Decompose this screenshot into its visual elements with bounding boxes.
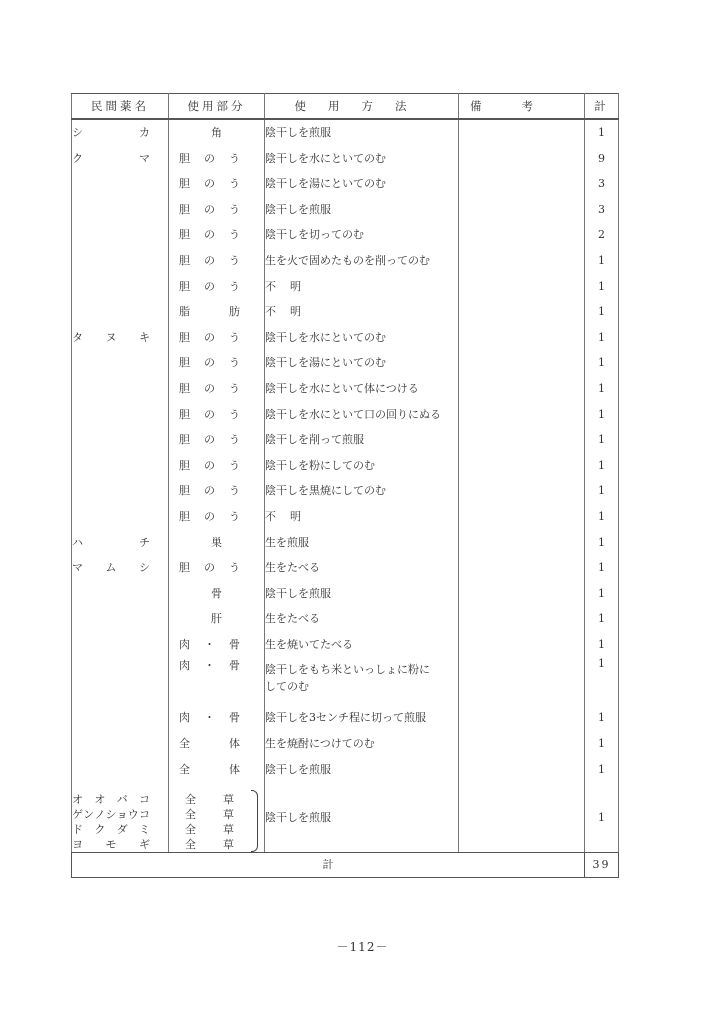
method-cell — [265, 427, 459, 453]
table-row — [72, 555, 619, 581]
count-value: 3 — [598, 177, 605, 191]
method-text: 生を焼いてたべる — [265, 637, 353, 651]
count-value: 1 — [598, 305, 605, 319]
remarks-cell — [459, 657, 585, 705]
part-used-cell — [169, 350, 265, 376]
method-cell — [265, 325, 459, 351]
table-row — [72, 705, 619, 731]
method-text: 陰干しを煎服 — [265, 811, 331, 825]
remarks-cell — [459, 402, 585, 428]
total-value: 39 — [585, 853, 619, 878]
count-value: 3 — [598, 202, 605, 216]
count-cell — [585, 325, 619, 351]
count-value: 1 — [598, 586, 605, 600]
table-row — [72, 657, 619, 705]
part-used-cell — [169, 427, 265, 453]
brace — [251, 790, 258, 852]
medicine-name-cell — [72, 757, 169, 783]
part-used-cell — [169, 299, 265, 325]
remarks-cell — [459, 299, 585, 325]
part-used: 胆 の う — [179, 228, 240, 242]
method-text: 不 明 — [265, 509, 301, 523]
part-used: 全 体 — [179, 737, 240, 751]
method-cell — [265, 299, 459, 325]
method-text: 陰干しを湯にといてのむ — [265, 177, 386, 191]
medicine-name-cell — [72, 632, 169, 658]
method-cell — [265, 350, 459, 376]
part-used: 胆 の う — [179, 458, 240, 472]
header-count: 計 — [585, 94, 619, 120]
method-text: 生を火で固めたものを削ってのむ — [265, 253, 430, 267]
part-used: 胆 の う — [179, 330, 240, 344]
count-value: 9 — [598, 151, 605, 165]
part-used: 肝 — [211, 612, 222, 626]
method-text: 陰干しをもち米といっしょに粉に — [265, 663, 430, 677]
part-used: 胆 の う — [179, 484, 240, 498]
method-cell — [265, 731, 459, 757]
count-cell — [585, 299, 619, 325]
part-used: 全 草 — [185, 838, 234, 852]
part-used-cell — [169, 632, 265, 658]
count-cell — [585, 504, 619, 530]
method-text: 不 明 — [265, 279, 301, 293]
part-used: 胆 の う — [179, 509, 240, 523]
table-row — [72, 757, 619, 783]
count-value: 1 — [598, 657, 605, 671]
method-cell — [265, 581, 459, 607]
count-cell — [585, 197, 619, 223]
table-row — [72, 197, 619, 223]
remarks-cell — [459, 555, 585, 581]
medicine-name-cell — [72, 222, 169, 248]
part-used-cell — [169, 376, 265, 402]
part-used: 胆 の う — [179, 381, 240, 395]
table-row — [72, 248, 619, 274]
part-used: 胆 の う — [179, 151, 240, 165]
table-row — [72, 530, 619, 556]
count-value: 1 — [598, 433, 605, 447]
part-used: 全 草 — [185, 808, 234, 822]
method-text: 陰干しを粉にしてのむ — [265, 458, 375, 472]
count-cell — [585, 731, 619, 757]
remarks-cell — [459, 119, 585, 146]
table-row — [72, 606, 619, 632]
medicine-name-cell — [72, 530, 169, 556]
count-value: 1 — [598, 509, 605, 523]
count-cell — [585, 632, 619, 658]
count-cell — [585, 657, 619, 705]
part-used: 胆 の う — [179, 356, 240, 370]
remarks-cell — [459, 757, 585, 783]
method-cell — [265, 657, 459, 705]
method-cell — [265, 197, 459, 223]
method-cell — [265, 453, 459, 479]
method-text: 陰干しを切ってのむ — [265, 228, 364, 242]
medicine-name-cell — [72, 782, 169, 853]
method-text: 生をたべる — [265, 612, 320, 626]
medicine-name-cell — [72, 504, 169, 530]
count-value: 1 — [598, 737, 605, 751]
part-used-cell — [169, 581, 265, 607]
count-value: 1 — [598, 612, 605, 626]
part-used-cell — [169, 657, 265, 705]
count-cell — [585, 453, 619, 479]
part-used: 胆 の う — [179, 407, 240, 421]
count-cell — [585, 705, 619, 731]
part-used: 巣 — [211, 535, 222, 549]
part-used: 肉 ・ 骨 — [179, 711, 240, 725]
part-used: 肉 ・ 骨 — [179, 659, 240, 673]
header-remarks: 備考 — [459, 94, 585, 120]
part-used: 全 体 — [179, 762, 240, 776]
medicine-name-cell — [72, 402, 169, 428]
table-row — [72, 299, 619, 325]
method-text: 生をたべる — [265, 561, 320, 575]
medicine-name-cell — [72, 299, 169, 325]
method-text: 陰干しを煎服 — [265, 202, 331, 216]
part-used-cell — [169, 402, 265, 428]
part-used: 骨 — [211, 586, 222, 600]
count-cell — [585, 222, 619, 248]
part-used-cell — [169, 757, 265, 783]
table-row — [72, 171, 619, 197]
method-text: 陰干しを水にといて体につける — [265, 381, 419, 395]
count-cell — [585, 606, 619, 632]
part-used-cell — [169, 606, 265, 632]
count-cell — [585, 146, 619, 172]
part-used: 胆 の う — [179, 561, 240, 575]
part-used-cell — [169, 274, 265, 300]
total-label: 計 — [72, 853, 585, 878]
table-row — [72, 350, 619, 376]
method-text: してのむ — [265, 680, 309, 694]
method-text: 陰干しを水にといてのむ — [265, 330, 386, 344]
part-used-cell — [169, 478, 265, 504]
table-row-herb-group — [72, 782, 619, 853]
remarks-cell — [459, 171, 585, 197]
count-value: 1 — [598, 356, 605, 370]
medicine-name-cell — [72, 376, 169, 402]
count-cell — [585, 555, 619, 581]
medicine-name-cell — [72, 274, 169, 300]
folk-medicine-table — [71, 93, 619, 878]
part-used-cell — [169, 248, 265, 274]
part-used-cell — [169, 504, 265, 530]
medicine-name: オ オ バ コ — [72, 793, 150, 807]
method-text: 陰干しを湯にといてのむ — [265, 356, 386, 370]
method-cell — [265, 555, 459, 581]
method-cell — [265, 146, 459, 172]
medicine-name-cell — [72, 555, 169, 581]
remarks-cell — [459, 427, 585, 453]
part-used-cell — [169, 146, 265, 172]
part-used-cell — [169, 453, 265, 479]
table-row — [72, 146, 619, 172]
method-cell — [265, 705, 459, 731]
part-used: 全 草 — [185, 793, 234, 807]
count-cell — [585, 274, 619, 300]
remarks-cell — [459, 705, 585, 731]
count-cell — [585, 248, 619, 274]
medicine-name-cell — [72, 350, 169, 376]
table-row — [72, 581, 619, 607]
method-cell — [265, 504, 459, 530]
method-cell — [265, 632, 459, 658]
method-cell — [265, 248, 459, 274]
part-used: 肉 ・ 骨 — [179, 637, 240, 651]
medicine-name-cell — [72, 581, 169, 607]
medicine-name-cell — [72, 171, 169, 197]
part-used-cell — [169, 731, 265, 757]
part-used-cell — [169, 119, 265, 146]
medicine-name: マ ム シ — [72, 561, 150, 575]
count-cell — [585, 350, 619, 376]
remarks-cell — [459, 197, 585, 223]
count-value: 1 — [598, 407, 605, 421]
count-cell — [585, 530, 619, 556]
part-used: 脂 肪 — [179, 305, 240, 319]
method-cell — [265, 376, 459, 402]
medicine-name: ハ チ — [72, 535, 150, 549]
medicine-name: タ ヌ キ — [72, 330, 150, 344]
medicine-name: ド ク ダ ミ — [72, 823, 150, 837]
part-used: 角 — [211, 126, 222, 139]
method-text: 陰干しを水にといてのむ — [265, 151, 386, 165]
medicine-name-cell — [72, 427, 169, 453]
method-text: 生を焼酎につけてのむ — [265, 737, 375, 751]
table-row — [72, 325, 619, 351]
method-cell — [265, 606, 459, 632]
table-row — [72, 632, 619, 658]
medicine-name-cell — [72, 325, 169, 351]
medicine-name-cell — [72, 197, 169, 223]
remarks-cell — [459, 222, 585, 248]
method-cell — [265, 171, 459, 197]
remarks-cell — [459, 274, 585, 300]
count-value: 1 — [598, 330, 605, 344]
remarks-cell — [459, 632, 585, 658]
method-cell — [265, 402, 459, 428]
count-value: 1 — [598, 126, 605, 139]
remarks-cell — [459, 504, 585, 530]
table-row — [72, 478, 619, 504]
remarks-cell — [459, 146, 585, 172]
count-value: 1 — [598, 484, 605, 498]
count-value: 2 — [598, 228, 605, 242]
header-row — [72, 94, 619, 120]
medicine-name: ゲ ン ノ シ ョ ウ コ — [72, 808, 150, 822]
count-value: 1 — [598, 253, 605, 267]
count-cell — [585, 782, 619, 853]
count-cell — [585, 119, 619, 146]
part-used-cell — [169, 705, 265, 731]
count-value: 1 — [598, 381, 605, 395]
count-cell — [585, 376, 619, 402]
table-row — [72, 222, 619, 248]
remarks-cell — [459, 478, 585, 504]
table-row — [72, 402, 619, 428]
medicine-name-cell — [72, 657, 169, 705]
part-used-cell — [169, 222, 265, 248]
part-used-cell — [169, 555, 265, 581]
remarks-cell — [459, 350, 585, 376]
medicine-name-cell — [72, 453, 169, 479]
method-cell — [265, 478, 459, 504]
medicine-name: ヨ モ ギ — [72, 838, 150, 852]
part-used-cell — [169, 325, 265, 351]
medicine-name-cell — [72, 606, 169, 632]
part-used-cell — [169, 197, 265, 223]
method-text: 不 明 — [265, 305, 301, 319]
part-used-cell — [169, 171, 265, 197]
method-cell — [265, 222, 459, 248]
table-row — [72, 119, 619, 146]
medicine-name-cell — [72, 119, 169, 146]
part-used: 胆 の う — [179, 177, 240, 191]
count-value: 1 — [598, 810, 605, 824]
count-cell — [585, 478, 619, 504]
medicine-name-cell — [72, 478, 169, 504]
remarks-cell — [459, 606, 585, 632]
table-row — [72, 376, 619, 402]
method-cell — [265, 119, 459, 146]
method-cell — [265, 782, 459, 853]
header-name: 民間薬名 — [72, 94, 169, 120]
remarks-cell — [459, 530, 585, 556]
remarks-cell — [459, 731, 585, 757]
method-cell — [265, 274, 459, 300]
count-value: 1 — [598, 535, 605, 549]
remarks-cell — [459, 248, 585, 274]
method-text: 生を煎服 — [265, 535, 309, 549]
count-value: 1 — [598, 561, 605, 575]
remarks-cell — [459, 782, 585, 853]
remarks-cell — [459, 376, 585, 402]
table-body — [72, 119, 619, 878]
method-cell — [265, 757, 459, 783]
table-row — [72, 731, 619, 757]
table-row — [72, 427, 619, 453]
part-used: 胆 の う — [179, 433, 240, 447]
medicine-name-cell — [72, 705, 169, 731]
method-text: 陰干しを煎服 — [265, 586, 331, 600]
medicine-name-cell — [72, 248, 169, 274]
medicine-name: シ カ — [72, 126, 150, 139]
header-part: 使用部分 — [169, 94, 265, 120]
table-row — [72, 504, 619, 530]
part-used-cell — [169, 530, 265, 556]
remarks-cell — [459, 453, 585, 479]
page-number: －112－ — [336, 940, 389, 954]
part-used: 胆 の う — [179, 202, 240, 216]
count-value: 1 — [598, 637, 605, 651]
medicine-name: ク マ — [72, 151, 150, 165]
count-cell — [585, 757, 619, 783]
part-used: 胆 の う — [179, 279, 240, 293]
count-value: 1 — [598, 458, 605, 472]
medicine-name-cell — [72, 146, 169, 172]
count-value: 1 — [598, 279, 605, 293]
count-cell — [585, 402, 619, 428]
remarks-cell — [459, 581, 585, 607]
method-text: 陰干しを煎服 — [265, 126, 331, 139]
remarks-cell — [459, 325, 585, 351]
count-cell — [585, 581, 619, 607]
method-text: 陰干しを煎服 — [265, 762, 331, 776]
part-used: 全 草 — [185, 823, 234, 837]
count-cell — [585, 427, 619, 453]
part-used: 胆 の う — [179, 253, 240, 267]
method-text: 陰干しを3センチ程に切って煎服 — [265, 711, 426, 725]
method-text: 陰干しを水にといて口の回りにぬる — [265, 407, 441, 421]
medicine-name-cell — [72, 731, 169, 757]
table-row — [72, 274, 619, 300]
method-text: 陰干しを黒焼にしてのむ — [265, 484, 386, 498]
count-value: 1 — [598, 762, 605, 776]
method-cell — [265, 530, 459, 556]
header-method: 使用方法 — [265, 94, 459, 120]
total-row — [72, 853, 619, 878]
table-row — [72, 453, 619, 479]
count-cell — [585, 171, 619, 197]
method-text: 陰干しを削って煎服 — [265, 433, 364, 447]
part-used-cell — [169, 782, 265, 853]
count-value: 1 — [598, 711, 605, 725]
